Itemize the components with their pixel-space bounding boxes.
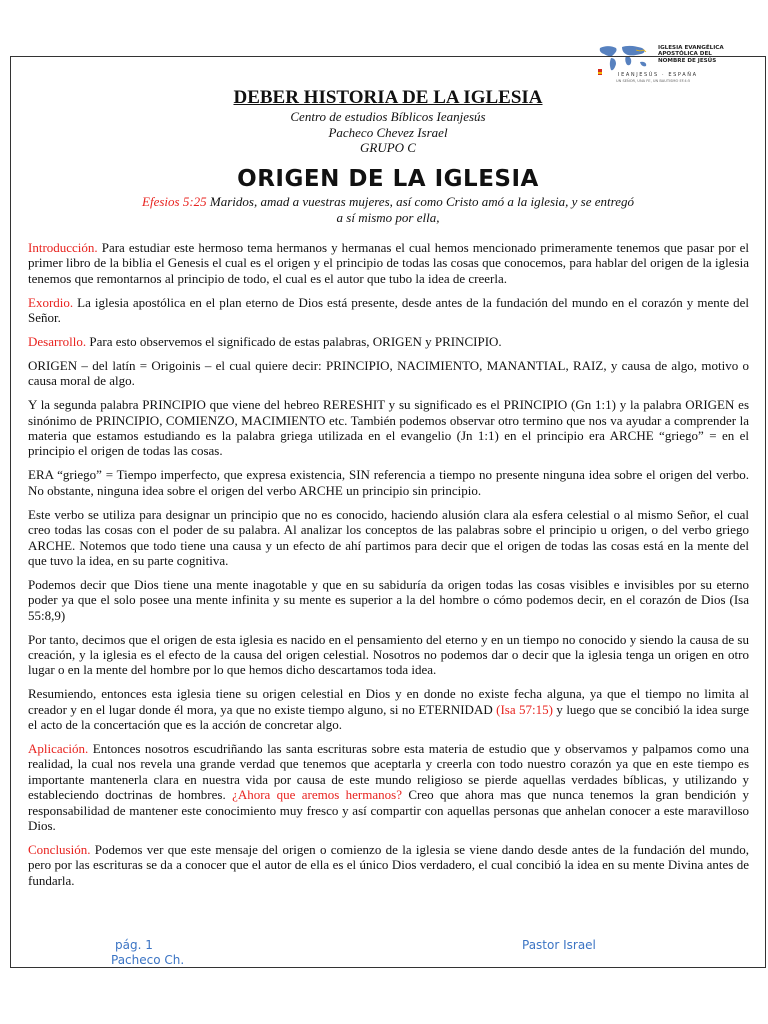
author-name: Pacheco Chevez Israel [328, 124, 448, 140]
section-label-aplicacion: Aplicación. [28, 740, 89, 756]
rhetorical-question: ¿Ahora que aremos hermanos? [232, 787, 402, 803]
paragraph-text: Creo que ahora mas que nunca tenemos la gran bendición y responsabilidad de mantener este conocimiento muy fresco y así compartir con aquellas personas que anhelan conocer a este maravilloso Dios. [28, 787, 749, 833]
section-label-exordio: Exordio. [28, 294, 74, 310]
section-label-desarrollo: Desarrollo. [28, 334, 87, 350]
footer-pastor: Pastor Israel [522, 938, 596, 952]
bible-verse [11, 194, 765, 226]
paragraph-desarrollo [28, 334, 749, 349]
scripture-reference: (Isa 57:15) [496, 701, 553, 717]
group-name: GRUPO C [360, 140, 416, 155]
paragraph-exordio [28, 295, 749, 326]
paragraph-text: Para estudiar este hermoso tema hermanos y hermanas el cual hemos mencionado primeramente tenemos que pasar por el primer libro de la biblia el Genesis el cual es el origen y el principio de todas las cosas que conocemos, para hablar del origen de la iglesia tenemos que remontarnos al principio de todo, el cual es el autor que tubo la idea de creerla. [28, 240, 749, 286]
paragraph-por-tanto: Por tanto, decimos que el origen de esta iglesia es nacido en el pensamiento del eterno y en un tiempo no conocido y siendo la causa de su creación, y la iglesia es el efecto de la causa del origen celestial. Nosotros no podemos dar o decir que la iglesia tenga un origen en otro lugar o en la mente del hombre por lo que hemos dicho descartamos toda idea. [28, 631, 749, 678]
paragraph-text: y luego que se concibió la idea surge el acto de la concertación que es la acción de concretar algo. [28, 701, 749, 733]
footer-left [111, 938, 184, 968]
paragraph-origen: ORIGEN – del latín = Origoinis – el cual quiere decir: PRINCIPIO, NACIMIENTO, MANANTIAL, RAIZ, y causa de algo, motivo o causa moral de algo. [28, 357, 749, 389]
logo-line3: NOMBRE DE JESÚS [658, 57, 717, 64]
paragraph-text: Para esto observemos el significado de estas palabras, ORIGEN y PRINCIPIO. [86, 334, 502, 350]
study-center: Centro de estudios Bíblicos Ieanjesús [290, 109, 486, 124]
document-page [10, 56, 766, 968]
logo-motto: UN SEÑOR, UNA FE, UN BAUTISMO EF.4:5 [616, 79, 691, 83]
paragraph-introduccion [28, 240, 749, 286]
verse-reference: Efesios 5:25 [142, 193, 207, 209]
paragraph-principio: Y la segunda palabra PRINCIPIO que viene del hebreo RERESHIT y su significado es el PRINCIPIO (Gn 1:1) y la palabra ORIGEN es sinónimo de PRINCIPIO, COMIENZO, MACIMIENTO etc. También podemos observar otro termino que nos va ayudar a comprender la materia que estamos estudiando es la palabra griega utilizada en el evangelio (Jn 1:1) en el principio era ARCHE “griego” = en el principio el origen de todas las cosas. [28, 397, 749, 459]
logo-subtitle: IEANJESÚS · ESPAÑA [618, 72, 698, 78]
paragraph-aplicacion [28, 741, 749, 833]
paragraph-mente: Podemos decir que Dios tiene una mente inagotable y que en su sabiduría da origen todas las cosas visibles e invisibles por su eterno poder ya que el solo posee una mente infinita y su mente es superior a la del hombre o cómo podemos decir, en el corazón de Dios (Isa 55:8,9) [28, 576, 749, 623]
verse-text-2: a sí mismo por ella, [336, 209, 440, 225]
logo-line2: APOSTÓLICA DEL [658, 51, 712, 58]
paragraph-conclusion [28, 842, 749, 888]
paragraph-text: Resumiendo, entonces esta iglesia tiene su origen celestial en Dios y en donde no existe fecha alguna, ya que el tiempo no limita al creador y en el lugar donde él mora, ya que no existe tiempo alguno, si no ETERNIDAD [28, 686, 749, 717]
footer-author: Pacheco Ch. [111, 953, 185, 967]
paragraph-text: La iglesia apostólica en el plan eterno de Dios está presente, desde antes de la fundación del mundo en el corazón y mente del Señor. [28, 294, 749, 326]
logo-line1: IGLESIA EVANGÉLICA [658, 45, 724, 51]
paragraph-era: ERA “griego” = Tiempo imperfecto, que expresa existencia, SIN referencia a tiempo no presente ninguna idea sobre el origen del verbo. No obstante, ninguna idea sobre el origen del verbo ARCHE un principio sin principio. [28, 467, 749, 498]
paragraph-verbo: Este verbo se utiliza para designar un principio que no es conocido, haciendo alusión clara ala esfera celestial o al mismo Señor, el cual creo todas las cosas con el poder de su palabra. Al analizar los conceptos de las palabras sobre el principio u origen, o del verbo griego ARCHE. Notemos que todo tiene una causa y un efecto de ahí partimos para decir que el origen de todas las cosas está en la mente del que tuvo la idea, en su parte cognitiva. [28, 506, 749, 568]
document-title: DEBER HISTORIA DE LA IGLESIA [233, 87, 543, 108]
verse-text-1: Maridos, amad a vuestras mujeres, así como Cristo amó a la iglesia, y se entregó [206, 193, 634, 209]
document-body [28, 240, 749, 897]
paragraph-text: Entonces nosotros escudriñando las santa escrituras sobre esta materia de estudio que y observamos y palpamos como una realidad, la cual nos revela una grande verdad que tenemos que aceptarla y creerla con todo nuestro corazón ya que en este tiempo es importante mantenerla clara en nuestra vida por causa de este mundo religioso se pierde aquellas verdades bíblicas, y utilizando y estableciendo doctrinas de hombres. [28, 740, 749, 803]
main-title: ORIGEN DE LA IGLESIA [237, 165, 539, 192]
section-label-conclusion: Conclusión. [28, 841, 91, 857]
paragraph-resumiendo [28, 686, 749, 732]
page-number: pág. 1 [115, 938, 153, 952]
paragraph-text: Podemos ver que este mensaje del origen o comienzo de la iglesia se viene dando desde antes de la fundación del mundo, pero por las escrituras se da a conocer que el autor de ella es el único Dios verdadero, el cual concibió la idea en su mente Divina antes de fundarla. [28, 841, 749, 888]
header [11, 87, 765, 226]
section-label-introduccion: Introducción. [28, 240, 98, 255]
